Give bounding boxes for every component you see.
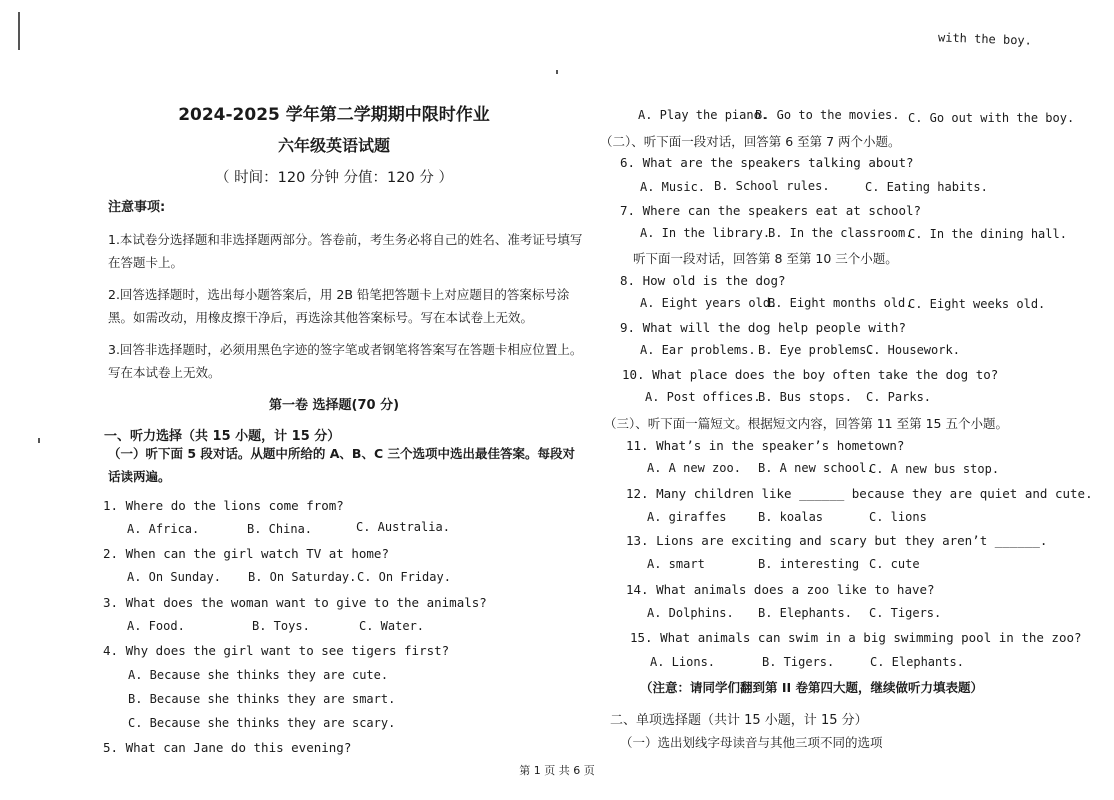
option-b: B. Because she thinks they are smart.	[128, 692, 396, 706]
part1-instruction: （一）听下面 5 段对话。从题中所给的 A、B、C 三个选项中选出最佳答案。每段对话读两遍。	[108, 446, 575, 484]
scan-dot	[556, 70, 558, 74]
scan-dot	[38, 438, 40, 443]
question-text: 3. What does the woman want to give to the animals?	[103, 595, 487, 610]
option-b: B. Bus stops.	[758, 390, 852, 404]
option-b: B. interesting	[758, 557, 860, 571]
option-c: C. Eight weeks old.	[908, 297, 1046, 311]
option-a: A. In the library.	[640, 226, 771, 240]
option-b: B. Eight months old.	[768, 296, 913, 310]
option-b: B. A new school.	[758, 461, 874, 475]
option-c: C. Water.	[359, 619, 425, 633]
option-a: A. Africa.	[127, 522, 200, 536]
notice-item: 3.回答非选择题时，必须用黑色字迹的签字笔或者钢笔将答案写在答题卡相应位置上。写在本试卷上无效。	[108, 342, 583, 380]
option-a: A. Dolphins.	[647, 606, 734, 620]
section-title: 第一卷 选择题(70 分)	[268, 398, 400, 413]
option-c: C. Go out with the boy.	[908, 111, 1075, 125]
option-c: C. cute	[869, 557, 920, 571]
option-b: B. Eye problems.	[758, 343, 874, 357]
option-a: A. Food.	[127, 619, 185, 633]
option-b: B. School rules.	[714, 179, 830, 193]
option-b: B. Go to the movies.	[755, 108, 900, 122]
scan-mark	[18, 12, 20, 50]
option-b: B. koalas	[758, 510, 824, 524]
option-c: C. On Friday.	[357, 570, 451, 584]
listening-note: （注意：请同学们翻到第 II 卷第四大题，继续做听力填表题）	[640, 680, 984, 695]
option-c: C. Eating habits.	[865, 180, 988, 194]
option-a: A. Music.	[640, 180, 706, 194]
question-text: 12. Many children like ______ because they are quiet and cute.	[626, 486, 1093, 501]
part1-heading: 一、听力选择（共 15 小题，计 15 分）	[104, 429, 341, 444]
option-c: C. Parks.	[866, 390, 932, 404]
option-a: A. Lions.	[650, 655, 716, 669]
option-b: B. Elephants.	[758, 606, 852, 620]
exam-subtitle: 六年级英语试题	[277, 136, 390, 155]
exam-title: 2024-2025 学年第二学期期中限时作业	[178, 105, 490, 125]
option-a: A. smart	[647, 557, 705, 571]
option-b: B. On Saturday.	[248, 570, 357, 584]
option-c: C. Because she thinks they are scary.	[128, 716, 396, 730]
question-text: 11. What’s in the speaker’s hometown?	[626, 438, 905, 453]
question-text: 6. What are the speakers talking about?	[620, 155, 914, 170]
sub-heading: （三）、听下面一篇短文。根据短文内容，回答第 11 至第 15 五个小题。	[604, 416, 1008, 431]
question-text: 2. When can the girl watch TV at home?	[103, 546, 389, 561]
option-b: B. In the classroom.	[768, 226, 913, 240]
notice-item: 1.本试卷分选择题和非选择题两部分。答卷前，考生务必将自己的姓名、准考证号填写在答题卡上。	[108, 232, 583, 270]
time-score: （ 时间：120 分钟 分值：120 分 ）	[215, 170, 453, 186]
option-c: C. Elephants.	[870, 655, 964, 669]
option-c: C. Housework.	[866, 343, 960, 357]
question-text: 15. What animals can swim in a big swimming pool in the zoo?	[630, 630, 1082, 645]
option-a: A. Ear problems.	[640, 343, 756, 357]
option-a: A. A new zoo.	[647, 461, 741, 475]
question-text: 1. Where do the lions come from?	[103, 498, 344, 513]
question-text: 8. How old is the dog?	[620, 273, 786, 288]
option-c: C. Australia.	[356, 520, 450, 534]
option-c: C. Tigers.	[869, 606, 942, 620]
part2-instruction: （一）选出划线字母读音与其他三项不同的选项	[620, 735, 883, 750]
option-c: C. lions	[869, 510, 927, 524]
sub-heading: 听下面一段对话，回答第 8 至第 10 三个小题。	[633, 251, 898, 266]
question-text: 5. What can Jane do this evening?	[103, 740, 352, 755]
option-b: B. China.	[247, 522, 313, 536]
question-text: 4. Why does the girl want to see tigers first?	[103, 643, 450, 658]
page-footer: 第 1 页 共 6 页	[519, 764, 595, 777]
question-text: 13. Lions are exciting and scary but they aren’t ______.	[626, 533, 1048, 548]
option-c: C. In the dining hall.	[908, 227, 1067, 241]
option-b: B. Tigers.	[762, 655, 835, 669]
question-text: 9. What will the dog help people with?	[620, 320, 906, 335]
option-a: A. On Sunday.	[127, 570, 221, 584]
option-a: A. Post offices.	[645, 390, 761, 404]
option-a: A. giraffes	[647, 510, 727, 524]
question-text: 10. What place does the boy often take the dog to?	[622, 367, 999, 382]
top-fragment: with the boy.	[937, 30, 1033, 48]
sub-heading: （二）、听下面一段对话，回答第 6 至第 7 两个小题。	[600, 134, 901, 149]
option-a: A. Because she thinks they are cute.	[128, 668, 389, 682]
notice-item: 2.回答选择题时，选出每小题答案后，用 2B 铅笔把答题卡上对应题目的答案标号涂黑。如需改动，用橡皮擦干净后，再选涂其他答案标号。写在本试卷上无效。	[108, 287, 570, 325]
option-a: A. Eight years old.	[640, 296, 778, 310]
part2-heading: 二、单项选择题（共计 15 小题，计 15 分）	[610, 713, 868, 728]
question-text: 7. Where can the speakers eat at school?	[620, 203, 922, 218]
option-a: A. Play the piano.	[638, 108, 769, 122]
notice-heading: 注意事项:	[108, 200, 166, 215]
option-c: C. A new bus stop.	[869, 462, 1000, 476]
option-b: B. Toys.	[252, 619, 310, 633]
question-text: 14. What animals does a zoo like to have?	[626, 582, 935, 597]
